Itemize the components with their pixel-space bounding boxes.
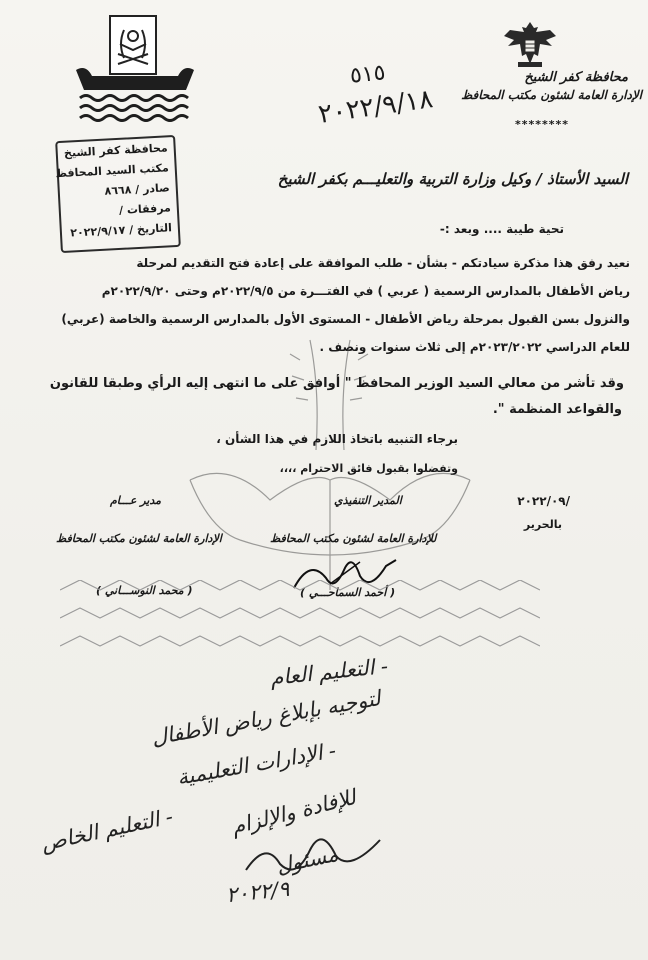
handwritten-ref-number: ٥١٥ [348, 60, 387, 89]
addressee: السيد الأستاذ / وكيل وزارة التربية والتعليـــم بكفر الشيخ [277, 170, 628, 188]
handwritten-ref-date: ٢٠٢٢/٩/١٨ [316, 84, 435, 130]
body-line: للعام الدراسي ٢٠٢٣/٢٠٢٢م إلى ثلاث سنوات ونصف . [319, 340, 630, 354]
general-manager-name: ( محمد النوســـاني ) [96, 584, 193, 597]
decorative-zigzag [60, 580, 540, 664]
stamp-line: مكتب السيد المحافظ [55, 161, 170, 181]
handwritten-note: - الإدارات التعليمية [175, 738, 338, 790]
stamp-line: مرفقات / [118, 201, 172, 217]
executive-director-name: ( أحمد السماحـــي ) [300, 586, 396, 599]
stamp-line: التاريخ / ٢٠٢٢/٩/١٧ [69, 221, 173, 240]
department-name: الإدارة العامة لشئون مكتب المحافظ [461, 88, 642, 102]
greeting: تحية طيبة .... وبعد :- [439, 222, 564, 236]
stamp-line: صادر / ٨٦٦٨ [104, 181, 171, 198]
eagle-emblem-icon [500, 18, 560, 70]
stamp-line: محافظة كفر الشيخ [63, 141, 168, 160]
executive-director-dept: للإدارة العامة لشئون مكتب المحافظ [270, 532, 437, 545]
governorate-logo-icon [72, 14, 198, 124]
body-line: والنزول بسن القبول بمرحلة رياض الأطفال - المستوى الأول بالمدارس الرسمية والخاصة (عربي) [61, 312, 630, 326]
general-manager-title: مدير عـــام [110, 494, 162, 507]
minister-directive-end: والقواعد المنظمة ". [492, 402, 622, 417]
handwritten-date: ٢٠٢٢/٩ [224, 876, 291, 908]
minister-directive: وقد تأشر من معالي السيد الوزير المحافظ " أوافق على ما انتهى إليه الرأي وطبقا للقانون [49, 376, 624, 391]
governorate-name: محافظة كفر الشيخ [524, 70, 628, 85]
general-manager-dept: الإدارة العامة لشئون مكتب المحافظ [56, 532, 222, 545]
header-stars: ******** [515, 118, 570, 131]
body-line: نعيد رفق هذا مذكرة سيادتكم - بشأن - طلب الموافقة على إعادة فتح التقديم لمرحلة [136, 256, 630, 270]
body-line: رياض الأطفال بالمدارس الرسمية ( عربي ) في الفتـــرة من ٢٠٢٢/٩/٥م وحتى ٢٠٢٢/٩/٢٠م [101, 284, 630, 298]
handwritten-note: - التعليم الخاص [38, 804, 176, 856]
handwritten-note: مسئول [274, 841, 341, 879]
handwritten-note: للإفادة والإلزام [228, 784, 359, 840]
handwritten-note: لتوجيه بإبلاغ رياض الأطفال [149, 686, 383, 750]
closing-request: برجاء التنبيه باتخاذ اللازم في هذا الشأن ، [216, 432, 458, 446]
office-stamp [55, 135, 181, 253]
handwritten-signature [240, 820, 390, 880]
letter-date-note: بالحرير [523, 518, 562, 531]
handwritten-note: - التعليم العام [269, 653, 390, 691]
letter-date: ٢٠٢٢/٠٩/ [517, 494, 570, 508]
executive-director-title: المدير التنفيذي [334, 494, 402, 507]
closing-regards: وتفضلوا بقبول فائق الاحترام ،،،، [279, 462, 458, 475]
